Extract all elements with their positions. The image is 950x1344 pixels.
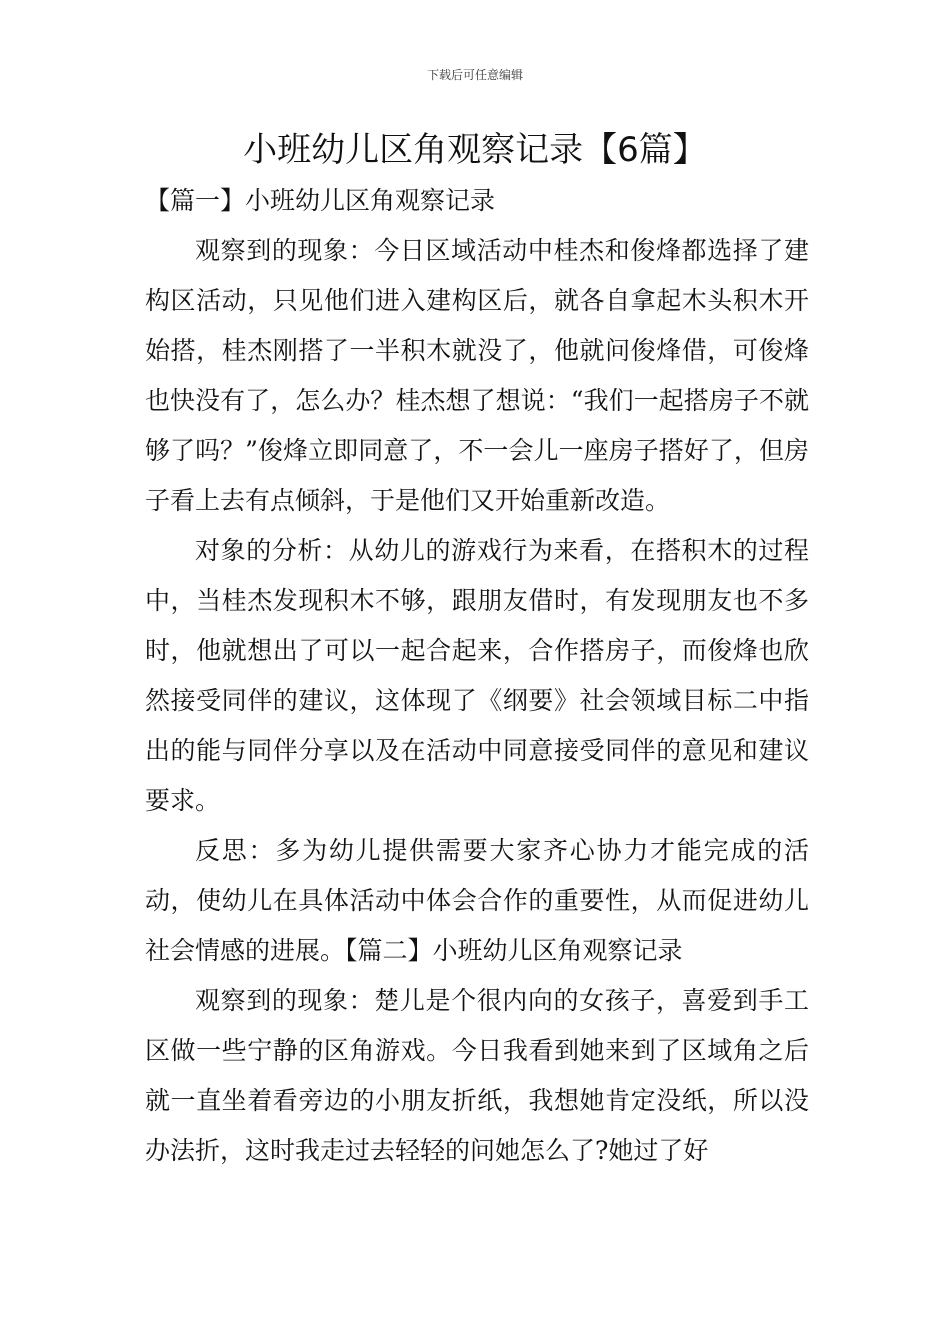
- paragraph-analysis-1: 对象的分析：从幼儿的游戏行为来看，在搭积木的过程中，当桂杰发现积木不够，跟朋友借时，有发现朋友也不多时，他就想出了可以一起合起来，合作搭房子，而俊烽也欣然接受同伴的建议，这体现了《纲要》社会领域目标二中指出的能与同伴分享以及在活动中同意接受同伴的意见和建议要求。: [145, 536, 809, 815]
- section-heading-1: 【篇一】小班幼儿区角观察记录: [145, 186, 496, 215]
- document-body: [145, 176, 809, 1176]
- document-title: 小班幼儿区角观察记录【6篇】: [243, 130, 707, 170]
- header-note: 下载后可任意编辑: [426, 68, 523, 82]
- section-heading-2: 【篇二】小班幼儿区角观察记录: [345, 936, 683, 965]
- paragraph-observation-2: 观察到的现象：楚儿是个很内向的女孩子，喜爱到手工区做一些宁静的区角游戏。今日我看到她来到了区域角之后就一直坐着看旁边的小朋友折纸，我想她肯定没纸，所以没办法折，这时我走过去轻轻的问她怎么了?她过了好: [145, 986, 809, 1165]
- paragraph-reflection-1: [145, 826, 809, 976]
- reflection-text: 反思：多为幼儿提供需要大家齐心协力才能完成的活动，使幼儿在具体活动中体会合作的重要性，从而促进幼儿社会情感的进展。: [145, 836, 809, 965]
- paragraph-observation-1: 观察到的现象：今日区域活动中桂杰和俊烽都选择了建构区活动，只见他们进入建构区后，就各自拿起木头积木开始搭，桂杰刚搭了一半积木就没了，他就问俊烽借，可俊烽也快没有了，怎么办？桂杰想了想说：“我们一起搭房子不就够了吗？”俊烽立即同意了，不一会儿一座房子搭好了，但房子看上去有点倾斜，于是他们又开始重新改造。: [145, 236, 809, 515]
